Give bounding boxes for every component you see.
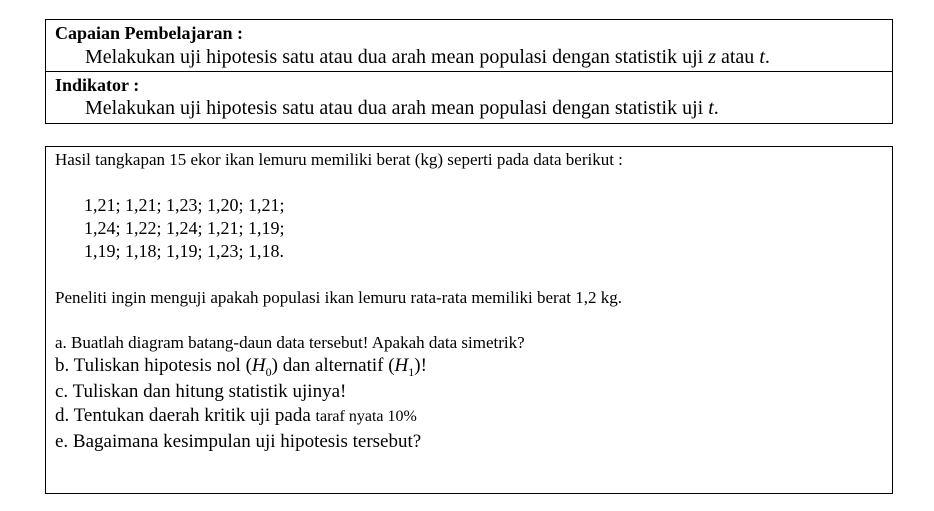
task-c: c. Tuliskan dan hitung statistik ujinya! [55, 381, 347, 402]
data-line-1: 1,21; 1,21; 1,23; 1,20; 1,21; [84, 195, 285, 215]
task-e: e. Bagaimana kesimpulan uji hipotesis tersebut? [55, 431, 422, 452]
problem-box [45, 146, 893, 494]
learning-outcome-heading: Capaian Pembelajaran : [55, 23, 243, 43]
data-line-3: 1,19; 1,18; 1,19; 1,23; 1,18. [84, 241, 285, 261]
learning-outcome-text: Melakukan uji hipotesis satu atau dua arah mean populasi dengan statistik uji z atau t. [85, 46, 770, 68]
problem-statement: Peneliti ingin menguji apakah populasi ikan lemuru rata-rata memiliki berat 1,2 kg. [55, 288, 622, 307]
problem-intro: Hasil tangkapan 15 ekor ikan lemuru memiliki berat (kg) seperti pada data berikut : [55, 150, 623, 169]
indicator-heading: Indikator : [55, 75, 140, 95]
data-line-2: 1,24; 1,22; 1,24; 1,21; 1,19; [84, 218, 285, 238]
task-a: a. Buatlah diagram batang-daun data tersebut! Apakah data simetrik? [55, 333, 525, 352]
learning-outcome-table [45, 19, 893, 124]
indicator-text: Melakukan uji hipotesis satu atau dua arah mean populasi dengan statistik uji t. [85, 97, 719, 119]
indicator-section [46, 71, 892, 123]
task-d: d. Tentukan daerah kritik uji pada taraf nyata 10% [55, 405, 417, 426]
learning-outcome-section [46, 20, 892, 72]
task-b: b. Tuliskan hipotesis nol $(H_0)$ dan alternatif $(H_1)$! [55, 355, 427, 379]
